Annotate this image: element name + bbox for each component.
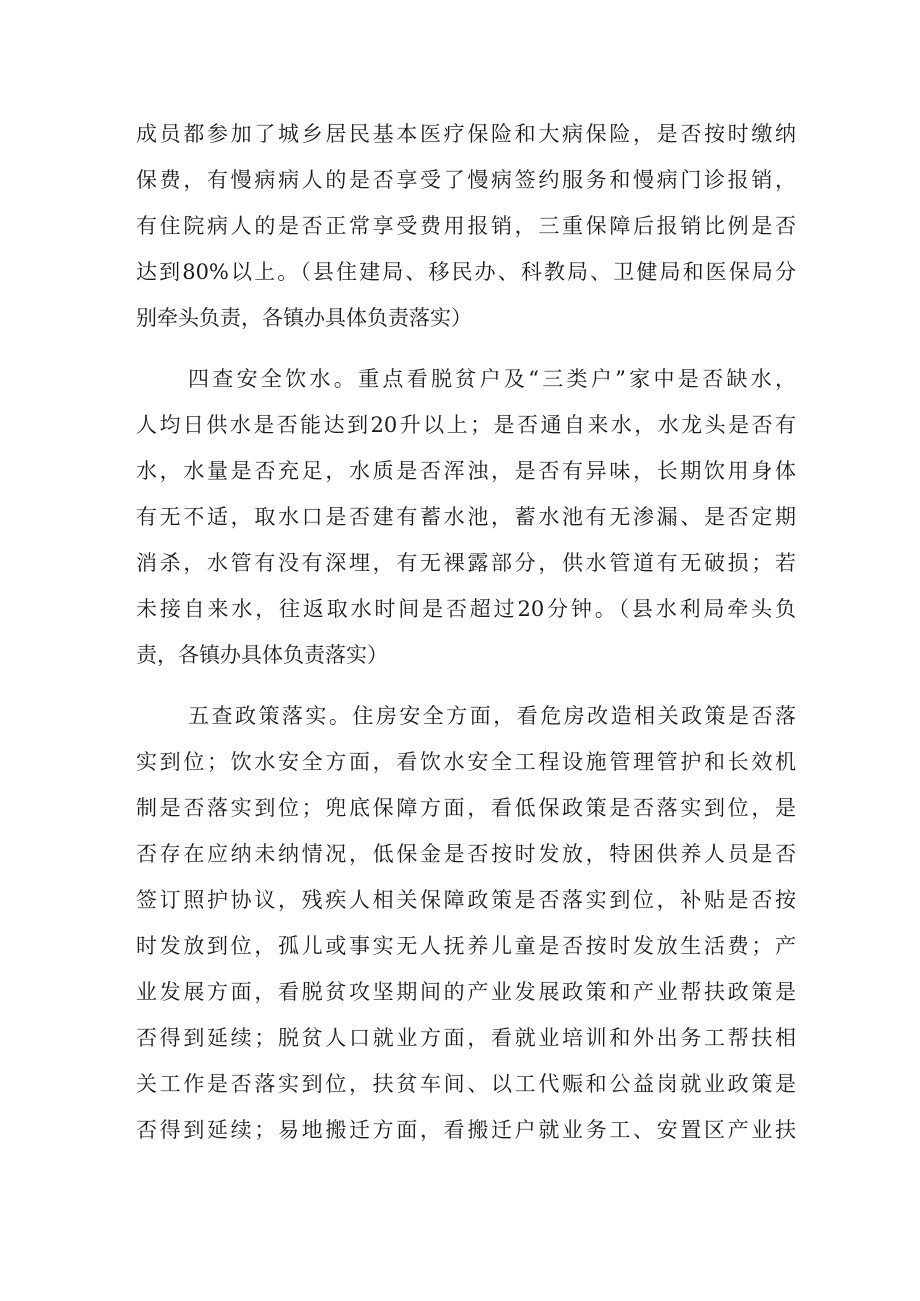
text-line: 否得到延续；脱贫人口就业方面，看就业培训和外出务工帮扶相 xyxy=(136,1026,796,1050)
text-line: 业发展方面，看脱贫攻坚期间的产业发展政策和产业帮扶政策是 xyxy=(136,980,796,1004)
text-line: 别牵头负责，各镇办具体负责落实） xyxy=(136,306,472,330)
text-line: 未接自来水，往返取水时间是否超过20分钟。（县水利局牵头负 xyxy=(136,597,796,621)
text-line: 达到80%以上。（县住建局、移民办、科教局、卫健局和医保局分 xyxy=(136,260,796,284)
text-line: 水，水量是否充足，水质是否浑浊，是否有异味，长期饮用身体 xyxy=(136,459,796,483)
text-line: 时发放到位，孤儿或事实无人抚养儿童是否按时发放生活费；产 xyxy=(136,934,796,958)
text-line: 消杀，水管有没有深埋，有无裸露部分，供水管道有无破损；若 xyxy=(136,551,796,575)
text-line: 关工作是否落实到位，扶贫车间、以工代赈和公益岗就业政策是 xyxy=(136,1072,796,1096)
text-line: 人均日供水是否能达到20升以上；是否通自来水，水龙头是否有 xyxy=(136,413,796,437)
paragraph-first-line: 四查安全饮水。重点看脱贫户及“三类户”家中是否缺水， xyxy=(188,367,796,391)
text-line: 否得到延续；易地搬迁方面，看搬迁户就业务工、安置区产业扶 xyxy=(136,1118,796,1142)
text-line: 有住院病人的是否正常享受费用报销，三重保障后报销比例是否 xyxy=(136,214,796,238)
text-line: 成员都参加了城乡居民基本医疗保险和大病保险，是否按时缴纳 xyxy=(136,122,796,146)
text-line: 保费，有慢病病人的是否享受了慢病签约服务和慢病门诊报销， xyxy=(136,168,796,192)
paragraph-first-line: 五查政策落实。住房安全方面，看危房改造相关政策是否落 xyxy=(188,704,796,728)
text-line: 否存在应纳未纳情况，低保金是否按时发放，特困供养人员是否 xyxy=(136,842,796,866)
text-line: 签订照护协议，残疾人相关保障政策是否落实到位，补贴是否按 xyxy=(136,888,796,912)
text-line: 实到位；饮水安全方面，看饮水安全工程设施管理管护和长效机 xyxy=(136,750,796,774)
text-line: 有无不适，取水口是否建有蓄水池，蓄水池有无渗漏、是否定期 xyxy=(136,505,796,529)
text-line: 责，各镇办具体负责落实） xyxy=(136,643,388,667)
text-line: 制是否落实到位；兜底保障方面，看低保政策是否落实到位，是 xyxy=(136,796,796,820)
